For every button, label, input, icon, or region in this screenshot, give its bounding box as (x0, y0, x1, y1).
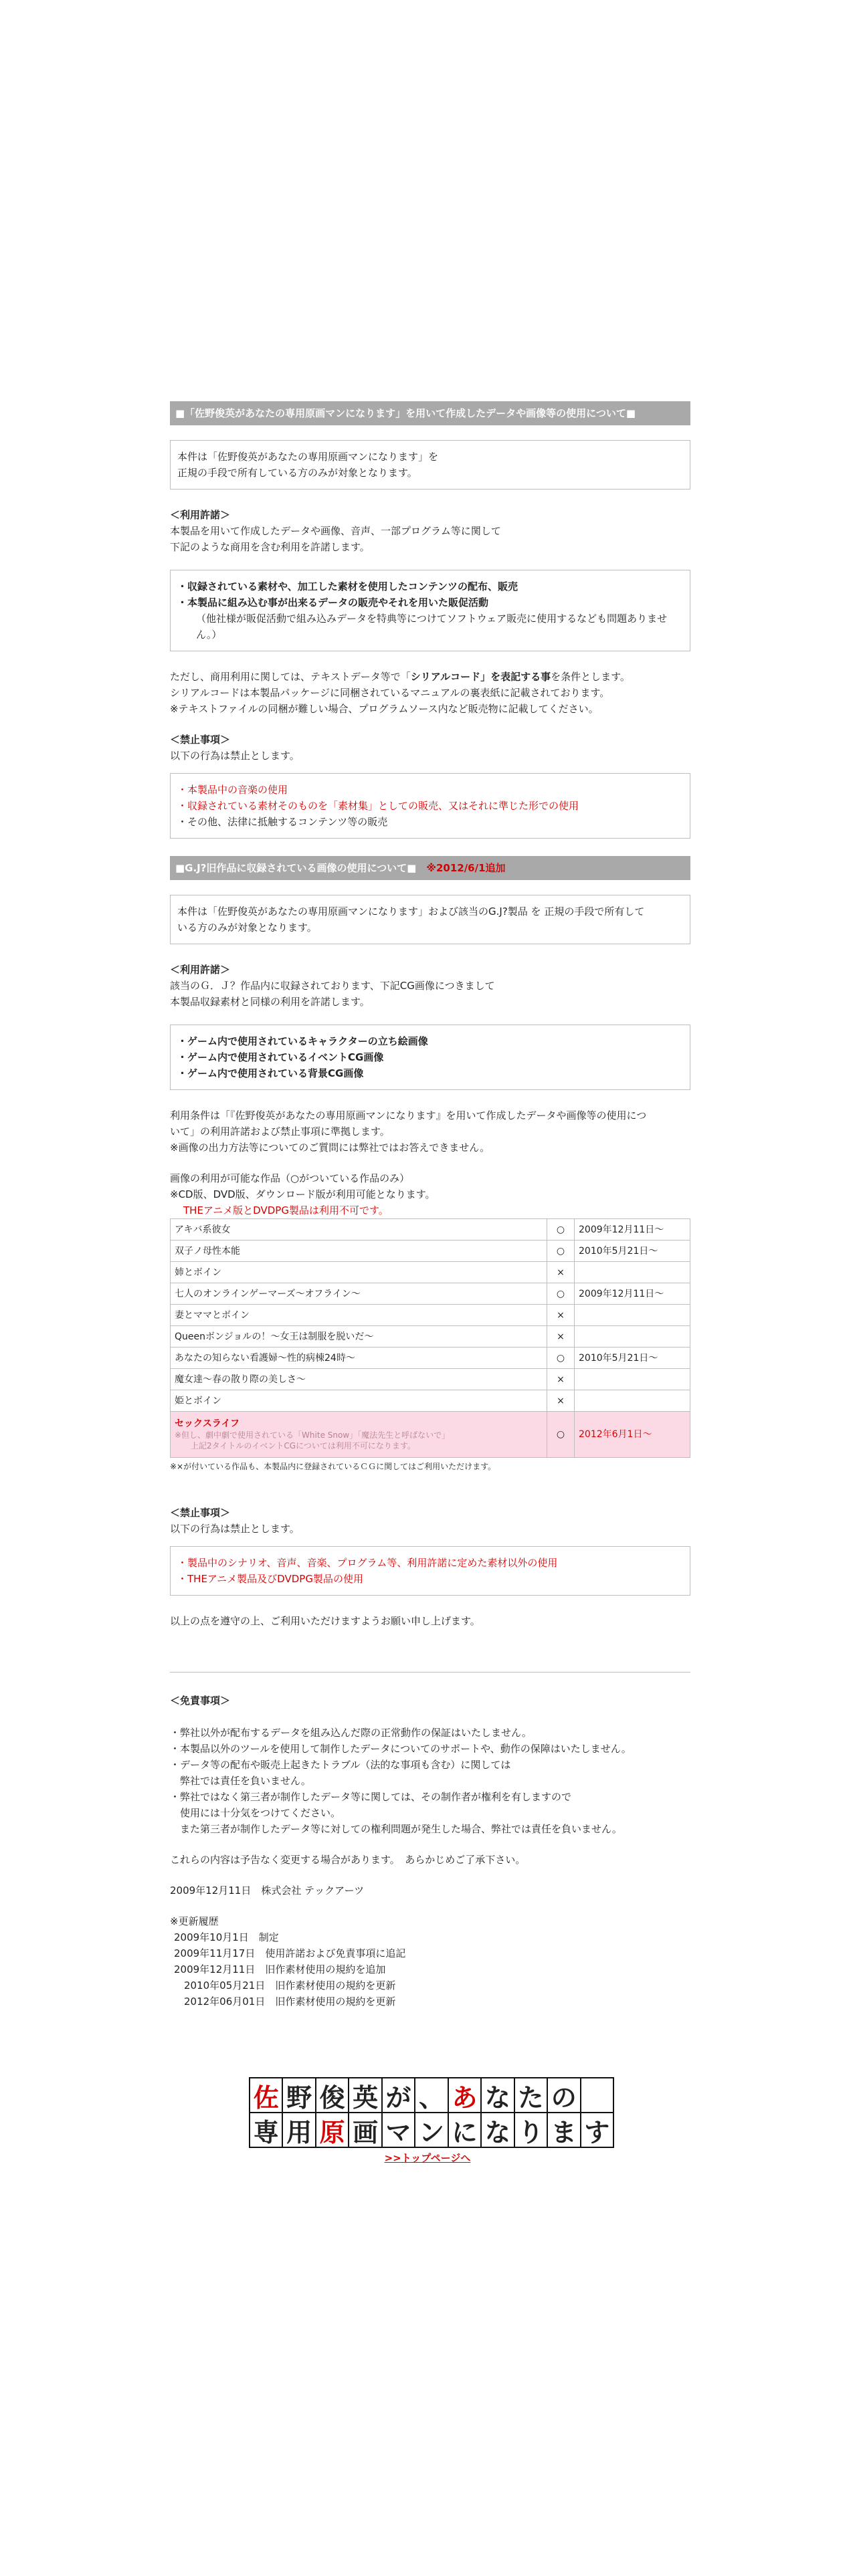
logo-char: に (448, 2112, 482, 2148)
disclaimer-text (170, 1725, 690, 1837)
logo-char: 用 (282, 2112, 316, 2148)
update-history: ※更新履歴 2009年10月1日 制定 2009年11月17日 使用許諾および免責事項に追記 2009年12月11日 旧作素材使用の規約を追加 2010年05月21日 旧作素材使用の規約を更新 2012年06月01日 旧作素材使用の規約を更新 (170, 1913, 690, 2010)
list-item: ・THEアニメ製品及びDVDPG製品の使用 (177, 1573, 363, 1585)
permission-text: 該当のＧ．Ｊ？作品内に収録されております、下記CG画像につきまして 本製品収録素材と同様の利用を許諾します。 (170, 980, 495, 1008)
table-row (171, 1326, 690, 1348)
table-row (171, 1219, 690, 1241)
logo-char: の (547, 2077, 581, 2113)
works-title-cell: Queenボンジョルの！～女王は制服を脱いだ～ (171, 1326, 547, 1348)
history-line: 2012年06月01日 旧作素材使用の規約を更新 (174, 1996, 396, 2008)
prohibited-heading: ＜禁止事項＞ (170, 734, 231, 746)
logo-char: 専 (249, 2112, 283, 2148)
logo-char: あ (448, 2077, 482, 2113)
works-mark-cell: ○ (547, 1241, 575, 1262)
works-mark-cell: × (547, 1326, 575, 1348)
logo-char: ン (414, 2112, 448, 2148)
works-mark-cell: × (547, 1262, 575, 1283)
works-date-cell: 2010年5月21日～ (575, 1348, 690, 1369)
table-row (171, 1262, 690, 1283)
table-row (171, 1283, 690, 1305)
list-item: ・その他、法律に抵触するコンテンツ等の販売 (177, 816, 388, 828)
closing-text: 以上の点を遵守の上、ご利用いただけますようお願い申し上げます。 (170, 1615, 480, 1627)
section2-header: ■G.J?旧作品に収録されている画像の使用について■ ※2012/6/1追加 (170, 856, 690, 880)
serial-code-text: ただし、商用利用に関しては、テキストデータ等で「シリアルコード」を表記する事を条件とします。 シリアルコードは本製品パッケージに同梱されているマニュアルの裏表紙に記載されております。 ※テキストファイルの同梱が難しい場合、プログラムソース内など販売物に記載してください。 (170, 671, 630, 715)
works-mark-cell: ○ (547, 1348, 575, 1369)
disclaimer-line: また第三者が制作したデータ等に対しての権利問題が発生した場合、弊社では責任を負いません。 (170, 1823, 622, 1835)
works-mark-cell: × (547, 1305, 575, 1326)
history-line: 2010年05月21日 旧作素材使用の規約を更新 (174, 1979, 396, 1992)
works-date-cell (575, 1390, 690, 1412)
permission-heading: ＜利用許諾＞ (170, 964, 231, 976)
works-title-cell: アキバ系彼女 (171, 1219, 547, 1241)
disclaimer-line: ・弊社以外が配布するデータを組み込んだ際の正常動作の保証はいたしません。 (170, 1727, 532, 1739)
logo-char (580, 2077, 614, 2113)
table-row (171, 1369, 690, 1390)
works-mark-cell: × (547, 1369, 575, 1390)
table-row (171, 1241, 690, 1262)
works-mark-cell: × (547, 1390, 575, 1412)
logo-char: ま (547, 2112, 581, 2148)
list-item: ・収録されている素材や、加工した素材を使用したコンテンツの配布、販売 (177, 580, 518, 593)
prohibited-items-box (170, 1546, 690, 1596)
logo-char: 野 (282, 2077, 316, 2113)
table-row: セックスライフ ※但し、劇中劇で使用されている「White Snow」「魔法先生と呼ばないで」 上記2タイトルのイベントCGについては利用不可になります。 ○ 2012年6月1日～ (171, 1412, 690, 1458)
works-title-cell: 双子ノ母性本能 (171, 1241, 547, 1262)
logo-char: 俊 (315, 2077, 349, 2113)
title-logo (249, 2077, 613, 2165)
logo-char: り (514, 2112, 548, 2148)
list-item: ・本製品中の音楽の使用 (177, 784, 288, 796)
prohibited-heading: ＜禁止事項＞ (170, 1507, 231, 1519)
logo-char: 原 (315, 2112, 349, 2148)
prohibited-text: 以下の行為は禁止とします。 (170, 1523, 300, 1535)
works-date-cell (575, 1305, 690, 1326)
works-date-cell: 2010年5月21日～ (575, 1241, 690, 1262)
works-date-cell (575, 1262, 690, 1283)
disclaimer-line: ・本製品以外のツールを使用して制作したデータについてのサポートや、動作の保障はいたしません。 (170, 1743, 632, 1755)
disclaimer-line: 使用には十分気をつけてください。 (170, 1807, 341, 1819)
works-table (170, 1218, 690, 1458)
section2-intro-box: 本件は「佐野俊英があなたの専用原画マンになります」および該当のG.J?製品 を 正規の手段で所有して いる方のみが対象となります。 (170, 895, 690, 944)
table-row (171, 1390, 690, 1412)
table-row (171, 1348, 690, 1369)
works-intro: 画像の利用が可能な作品（○がついている作品のみ） ※CD版、DVD版、ダウンロード版が利用可能となります。 THEアニメ版とDVDPG製品は利用不可です。 (170, 1172, 436, 1216)
intro-line: 正規の手段で所有している方のみが対象となります。 (177, 467, 417, 479)
works-title-cell: 魔女達～春の散り際の美しさ～ (171, 1369, 547, 1390)
disclaimer-heading: ＜免責事項＞ (170, 1695, 231, 1707)
works-title-cell: 七人のオンラインゲーマーズ～オフライン～ (171, 1283, 547, 1305)
list-item: ・ゲーム内で使用されているキャラクターの立ち絵画像 (177, 1035, 428, 1047)
history-line: 2009年11月17日 使用許諾および免責事項に追記 (174, 1947, 406, 1959)
intro-line: 本件は「佐野俊英があなたの専用原画マンになります」を (177, 451, 439, 463)
divider (170, 1672, 690, 1673)
list-item: ・ゲーム内で使用されているイベントCG画像 (177, 1051, 384, 1063)
logo-char: す (580, 2112, 614, 2148)
list-item: ・収録されている素材そのものを「素材集」としての販売、又はそれに準じた形での使用 (177, 800, 579, 812)
works-date-cell (575, 1369, 690, 1390)
list-item: ・本製品に組み込む事が出来るデータの販売やそれを用いた販促活動 (177, 597, 489, 609)
logo-char: 英 (348, 2077, 382, 2113)
logo-char: な (480, 2077, 514, 2113)
top-page-link[interactable]: >>トップページへ (384, 2152, 471, 2164)
works-mark-cell: ○ (547, 1283, 575, 1305)
list-item: ・ゲーム内で使用されている背景CG画像 (177, 1067, 364, 1079)
permission-items-box (170, 570, 690, 651)
works-date-cell (575, 1326, 690, 1348)
logo-char: 、 (414, 2077, 448, 2113)
prohibited-text: 以下の行為は禁止とします。 (170, 750, 300, 762)
table-row (171, 1305, 690, 1326)
works-title-cell: 姫とボイン (171, 1390, 547, 1412)
history-line: 2009年12月11日 旧作素材使用の規約を追加 (174, 1963, 386, 1975)
permission-heading: ＜利用許諾＞ (170, 509, 231, 521)
list-note: （他社様が販促活動で組み込みデータを特典等につけてソフトウェア販売に使用するなども問題ありません。） (196, 613, 668, 641)
section1-intro-box (170, 440, 690, 490)
logo-char: 佐 (249, 2077, 283, 2113)
history-line: 2009年10月1日 制定 (174, 1931, 279, 1943)
disclaimer-line: 弊社では責任を負いません。 (170, 1775, 311, 1787)
works-date-cell: 2009年12月11日～ (575, 1283, 690, 1305)
prohibited-items-box (170, 773, 690, 839)
works-title-cell: 妻とママとボイン (171, 1305, 547, 1326)
section1-header: ■「佐野俊英があなたの専用原画マンになります」を用いて作成したデータや画像等の使用について■ (170, 401, 690, 425)
logo-char: た (514, 2077, 548, 2113)
works-title-cell: あなたの知らない看護婦～性的病棟24時～ (171, 1348, 547, 1369)
table-footnote: ※×が付いている作品も、本製品内に登録されているＣＧに関してはご利用いただけます。 (170, 1462, 496, 1471)
logo-char: マ (381, 2112, 415, 2148)
list-item: ・製品中のシナリオ、音声、音楽、プログラム等、利用許諾に定めた素材以外の使用 (177, 1557, 558, 1569)
logo-char: な (480, 2112, 514, 2148)
terms-content (170, 401, 690, 2010)
logo-char: が (381, 2077, 415, 2113)
disclaimer-line: ・データ等の配布や販売上起きたトラブル（法的な事項も含む）に関しては (170, 1759, 511, 1771)
change-notice: これらの内容は予告なく変更する場合があります。 あらかじめご了承下さい。 (170, 1854, 526, 1866)
permission-items-box (170, 1025, 690, 1090)
usage-conditions: 利用条件は「『佐野俊英があなたの専用原画マンになります』を用いて作成したデータや画像等の使用につ いて」の利用許諾および禁止事項に準拠します。 ※画像の出力方法等についてのご質問には弊社ではお答えできません。 (170, 1109, 647, 1154)
logo-char: 画 (348, 2112, 382, 2148)
permission-text: 本製品を用いて作成したデータや画像、音声、一部プログラム等に関して 下記のような商用を含む利用を許諾します。 (170, 525, 501, 553)
date-company: 2009年12月11日 株式会社 テックアーツ (170, 1885, 365, 1897)
works-title-cell: 姉とボイン (171, 1262, 547, 1283)
works-mark-cell: ○ (547, 1219, 575, 1241)
disclaimer-line: ・弊社ではなく第三者が制作したデータ等に関しては、その制作者が権利を有しますので (170, 1791, 572, 1803)
works-date-cell: 2009年12月11日～ (575, 1219, 690, 1241)
